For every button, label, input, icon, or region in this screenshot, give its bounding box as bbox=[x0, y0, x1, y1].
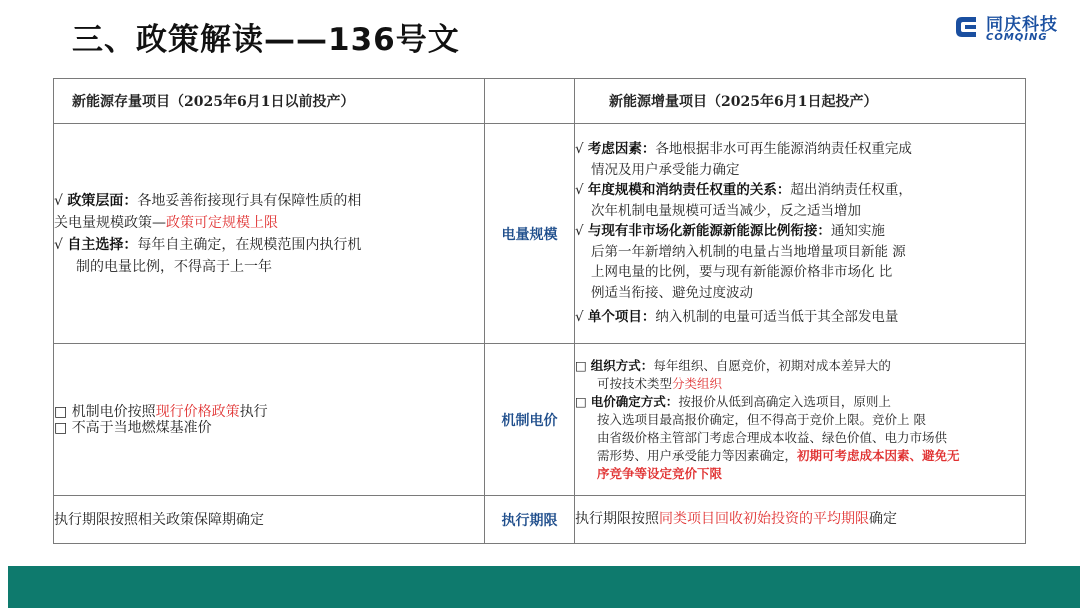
header-new-projects: 新能源增量项目（2025年6月1日起投产） bbox=[575, 79, 1026, 124]
existing-volume-cell: √ 政策层面：各地妥善衔接现行具有保障性质的相 关电量规模政策—政策可定规模上限 √ 自主选择：每年自主确定，在规模范围内执行机 制的电量比例，不得高于上一年 bbox=[54, 124, 485, 344]
row-label-price: 机制电价 bbox=[485, 344, 575, 496]
list-item: □ 电价确定方式：按报价从低到高确定入选项目，原则上 bbox=[575, 393, 891, 409]
existing-price-cell bbox=[54, 344, 485, 496]
list-item: √ 年度规模和消纳责任权重的关系：超出消纳责任权重， bbox=[575, 182, 912, 199]
list-item: √ 单个项目：纳入机制的电量可适当低于其全部发电量 bbox=[575, 309, 899, 326]
table-row bbox=[54, 344, 1026, 496]
page-title: 三、政策解读——136号文 bbox=[72, 22, 460, 58]
table-row bbox=[54, 496, 1026, 544]
logo-text-cn: 同庆科技 bbox=[986, 15, 1058, 35]
table-row bbox=[54, 124, 1026, 344]
table-header-row bbox=[54, 79, 1026, 124]
list-item: √ 与现有非市场化新能源新能源比例衔接：通知实施 bbox=[575, 223, 885, 240]
new-price-cell: □ 组织方式：每年组织、自愿竞价，初期对成本差异大的 可按技术类型分类组织 □ 电价确定方式：按报价从低到高确定入选项目，原则上 按入选项目最高报价确定，但不得高于竞价上限。竞价上 限 由省级价格主管部门考虑合理成本收益、绿色价值、电力市场供 需形势、用户承受能力等因素确定，初期可考虑成本因素、避免无 序竞争等设定竞价下限 bbox=[575, 344, 1026, 496]
footer-bar bbox=[8, 566, 1080, 608]
company-logo bbox=[952, 8, 1070, 48]
list-item: □ 组织方式：每年组织、自愿竞价，初期对成本差异大的 bbox=[575, 357, 891, 373]
list-item: √ 考虑因素：各地根据非水可再生能源消纳责任权重完成 bbox=[575, 141, 912, 158]
row-label-volume: 电量规模 bbox=[485, 124, 575, 344]
comqing-logo-icon bbox=[952, 12, 982, 42]
header-middle-empty bbox=[485, 79, 575, 124]
header-existing-projects: 新能源存量项目（2025年6月1日以前投产） bbox=[54, 79, 485, 124]
new-term-cell: 执行期限按照同类项目回收初始投资的平均期限确定 bbox=[575, 496, 1026, 544]
list-item: □ 不高于当地燃煤基准价 bbox=[54, 419, 212, 436]
list-item: √ 政策层面：各地妥善衔接现行具有保障性质的相 bbox=[54, 192, 362, 209]
logo-text-en: COMQING bbox=[986, 32, 1048, 43]
new-volume-cell: √ 考虑因素：各地根据非水可再生能源消纳责任权重完成 情况及用户承受能力确定 √ 年度规模和消纳责任权重的关系：超出消纳责任权重， 次年机制电量规模可适当减少，反之适当增加 √ 与现有非市场化新能源新能源比例衔接：通知实施 后第一年新增纳入机制的电量占当地增量项目新能 源 上网电量的比例，要与现有新能源价格非市场化 比 例适当衔接、避免过度波动 √ 单个项目：纳入机制的电量可适当低于其全部发电量 bbox=[575, 124, 1026, 344]
list-item: □ 机制电价按照现行价格政策执行 bbox=[54, 403, 268, 420]
list-item: √ 自主选择：每年自主确定，在规模范围内执行机 bbox=[54, 236, 362, 253]
policy-table bbox=[53, 78, 1026, 544]
existing-term-cell: 执行期限按照相关政策保障期确定 bbox=[54, 496, 485, 544]
row-label-term: 执行期限 bbox=[485, 496, 575, 544]
